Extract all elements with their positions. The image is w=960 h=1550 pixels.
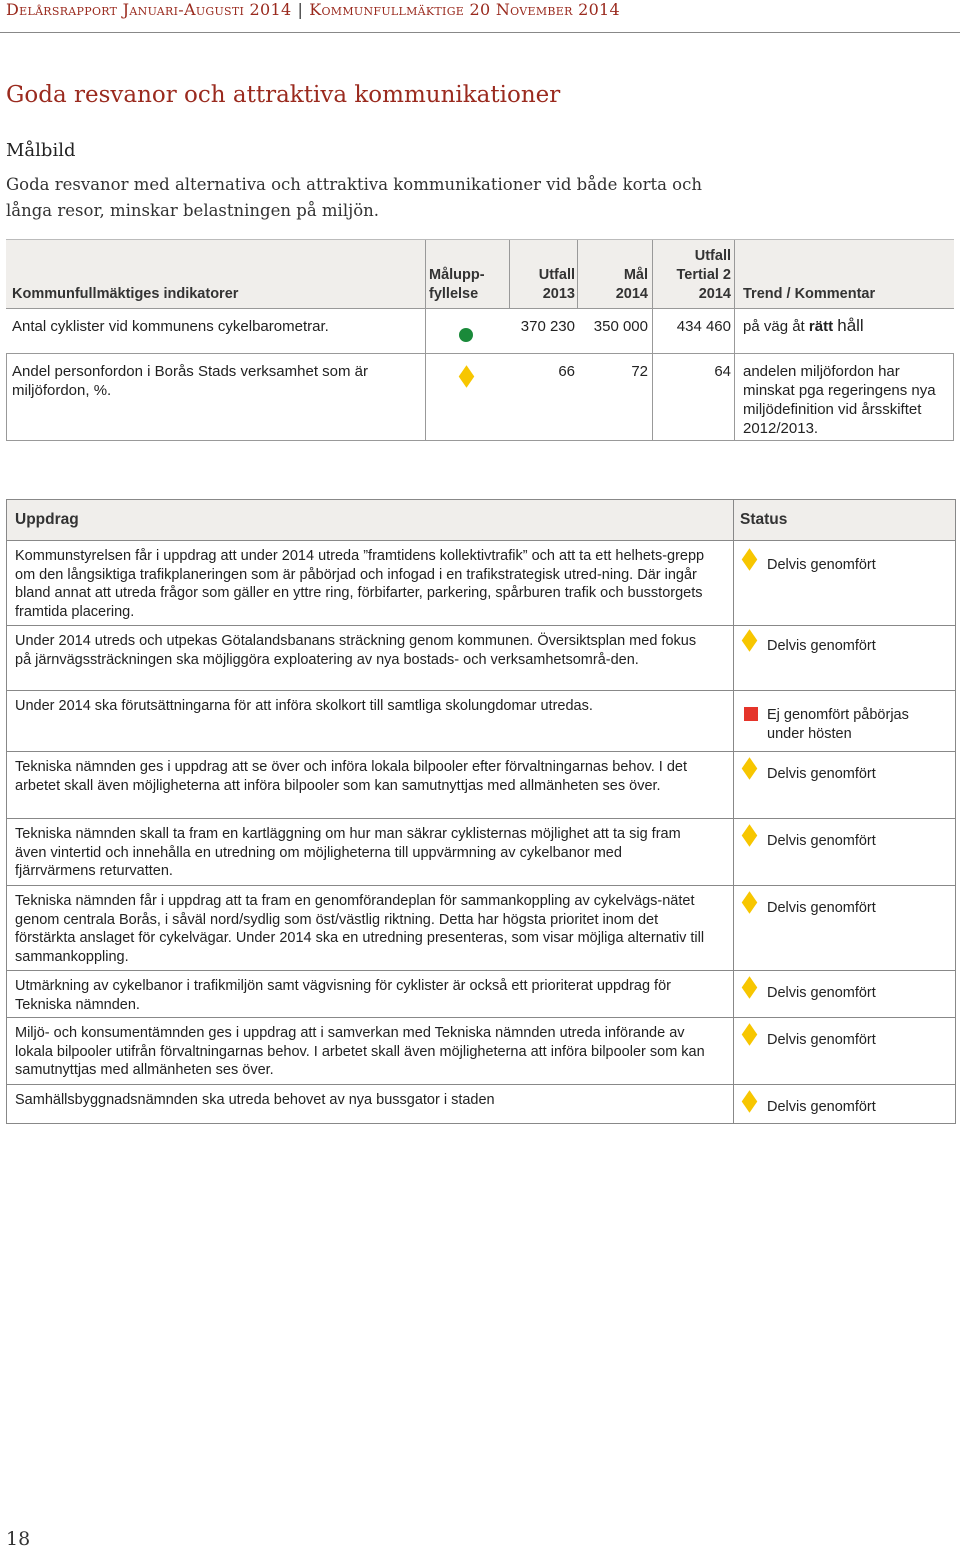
col-fulfilment-line1: Målupp- bbox=[429, 267, 485, 283]
yellow-diamond-icon bbox=[742, 1090, 758, 1113]
assignment-status bbox=[733, 752, 955, 818]
col-fulfilment-line2: fyllelse bbox=[429, 286, 479, 302]
yellow-diamond-icon bbox=[742, 976, 758, 999]
col-comment: Trend / Kommentar bbox=[743, 286, 876, 302]
col-status: Status bbox=[740, 511, 788, 528]
assignment-table-header bbox=[7, 500, 955, 541]
section-title: Goda resvanor och attraktiva kommunikationer bbox=[6, 82, 561, 108]
assignment-status bbox=[733, 626, 955, 690]
col-indicator: Kommunfullmäktiges indikatorer bbox=[12, 286, 239, 302]
col-target-line1: Mål bbox=[623, 267, 648, 283]
assignment-text: Miljö- och konsumentämnden ges i uppdrag att i samverkan med Tekniska nämnden utreda införande av lokala bilpooler utifrån förvaltningarnas behov. I arbetet skall även möjligheterna att införa bilpooler som kan samutnyttjas med allmänheten ses över. bbox=[15, 1025, 705, 1078]
assignment-row bbox=[7, 626, 955, 691]
header-separator: | bbox=[297, 0, 304, 19]
yellow-diamond-icon bbox=[459, 365, 475, 388]
meeting-title: Kommunfullmäktige 20 November 2014 bbox=[309, 0, 621, 19]
target-2014: 72 bbox=[631, 363, 648, 380]
assignment-text: Tekniska nämnden ges i uppdrag att se över och införa lokala bilpooler efter förvaltningarnas behov. I det arbetet skall även möjligheterna att införa bilpooler som kan samutnyttjas med allmänheten ses över. bbox=[15, 759, 687, 794]
tertial-2014: 434 460 bbox=[676, 318, 731, 335]
col-target-line2: 2014 bbox=[615, 286, 648, 302]
col-tertial-line3: 2014 bbox=[698, 286, 731, 302]
status-label: Delvis genomfört bbox=[767, 638, 876, 654]
goal-text: Goda resvanor med alternativa och attraktiva kommunikationer vid både korta och långa resor, minskar belastningen på miljön. bbox=[6, 175, 702, 220]
yellow-diamond-icon bbox=[742, 548, 758, 571]
page-number: 18 bbox=[6, 1528, 31, 1550]
assignment-text: Kommunstyrelsen får i uppdrag att under 2014 utreda ”framtidens kollektivtrafik” och att ta ett helhets-grepp om den långsiktiga trafikplaneringen som är påbörjad och infogad i en trafikstrategisk utred-ning. Där ingår bland annat att utreda frågor som gäller en yttre ring, förbifarter, parkering, spårburen trafik och busstorgets framtida placering. bbox=[15, 548, 705, 620]
assignment-row bbox=[7, 819, 955, 886]
indicator-row bbox=[6, 309, 954, 353]
yellow-diamond-icon bbox=[742, 824, 758, 847]
yellow-diamond-icon bbox=[742, 757, 758, 780]
report-title: Delårsrapport Januari-Augusti 2014 bbox=[6, 0, 292, 19]
outcome-2013: 370 230 bbox=[520, 318, 575, 335]
status-label: Delvis genomfört bbox=[767, 766, 876, 782]
status-label: Delvis genomfört bbox=[767, 900, 876, 916]
assignment-row bbox=[7, 752, 955, 819]
assignment-text: Utmärkning av cykelbanor i trafikmiljön samt vägvisning för cyklister är också ett prioriterat uppdrag för Tekniska nämnden. bbox=[15, 978, 671, 1013]
assignment-row bbox=[7, 886, 955, 971]
yellow-diamond-icon bbox=[742, 1023, 758, 1046]
assignment-status bbox=[733, 691, 955, 751]
assignment-status bbox=[733, 541, 955, 625]
assignment-row bbox=[7, 1085, 955, 1123]
status-label: Delvis genomfört bbox=[767, 985, 876, 1001]
status-label: Delvis genomfört bbox=[767, 833, 876, 849]
col-outcome2013-line1: Utfall bbox=[538, 267, 575, 283]
col-tertial-line2: Tertial 2 bbox=[676, 267, 731, 283]
red-square-icon bbox=[744, 707, 758, 721]
yellow-diamond-icon bbox=[742, 891, 758, 914]
status-label: Delvis genomfört bbox=[767, 1032, 876, 1048]
assignment-text: Under 2014 ska förutsättningarna för att införa skolkort till samtliga skolungdomar utredas. bbox=[15, 698, 593, 714]
assignment-status bbox=[733, 971, 955, 1017]
trend-comment: andelen miljöfordon har minskat pga regeringens nya miljödefinition vid årsskiftet 2012/2013. bbox=[743, 363, 936, 437]
running-header bbox=[6, 0, 620, 19]
assignment-table bbox=[6, 499, 956, 1124]
assignment-status bbox=[733, 1085, 955, 1123]
indicator-table-header bbox=[6, 239, 954, 309]
indicator-name: Andel personfordon i Borås Stads verksamhet som är miljöfordon, %. bbox=[12, 363, 369, 399]
assignment-row bbox=[7, 541, 955, 626]
assignment-row bbox=[7, 1018, 955, 1085]
assignment-text: Under 2014 utreds och utpekas Götalandsbanans sträckning genom kommunen. Översiktsplan med fokus på järnvägssträckningen ska möjliggöra exploatering av nya bostads- och verksamhetsområ-den. bbox=[15, 633, 697, 668]
status-label: Ej genomfört påbörjas under hösten bbox=[767, 707, 909, 742]
assignment-text: Tekniska nämnden skall ta fram en kartläggning om hur man säkrar cyklisternas möjlighet att ta sig fram även vintertid och innehålla en utredning om möjligheterna till uppvärmning av cykelbanor med fjärrvärmens returvatten. bbox=[15, 826, 681, 879]
outcome-2013: 66 bbox=[558, 363, 575, 380]
header-divider bbox=[0, 32, 960, 33]
indicator-name: Antal cyklister vid kommunens cykelbarometrar. bbox=[12, 318, 329, 335]
col-outcome2013-line2: 2013 bbox=[542, 286, 575, 302]
indicator-row bbox=[6, 354, 954, 441]
assignment-text: Tekniska nämnden får i uppdrag att ta fram en genomförandeplan för sammankoppling av cykelvägs-nätet genom centrala Borås, i såväl nord/sydlig som öst/västlig riktning. Detta har högsta prioritet inom det förstärkta anslaget för cykelvägar. Under 2014 ska en utredning presenteras, som visar möjliga alternativ till sammankoppling. bbox=[15, 893, 705, 965]
col-assignment: Uppdrag bbox=[15, 511, 79, 528]
status-label: Delvis genomfört bbox=[767, 557, 876, 573]
tertial-2014: 64 bbox=[714, 363, 731, 380]
assignment-row bbox=[7, 691, 955, 752]
assignment-status bbox=[733, 819, 955, 885]
indicator-table bbox=[6, 239, 954, 441]
trend-comment: på väg åt rätt håll bbox=[743, 316, 864, 335]
col-tertial-line1: Utfall bbox=[694, 248, 731, 264]
assignment-status bbox=[733, 886, 955, 970]
green-circle-icon bbox=[459, 328, 473, 342]
assignment-text: Samhällsbyggnadsnämnden ska utreda behovet av nya bussgator i staden bbox=[15, 1092, 495, 1108]
status-label: Delvis genomfört bbox=[767, 1099, 876, 1115]
yellow-diamond-icon bbox=[742, 629, 758, 652]
target-2014: 350 000 bbox=[593, 318, 648, 335]
assignment-row bbox=[7, 971, 955, 1018]
goal-heading: Målbild bbox=[6, 140, 76, 161]
assignment-status bbox=[733, 1018, 955, 1084]
